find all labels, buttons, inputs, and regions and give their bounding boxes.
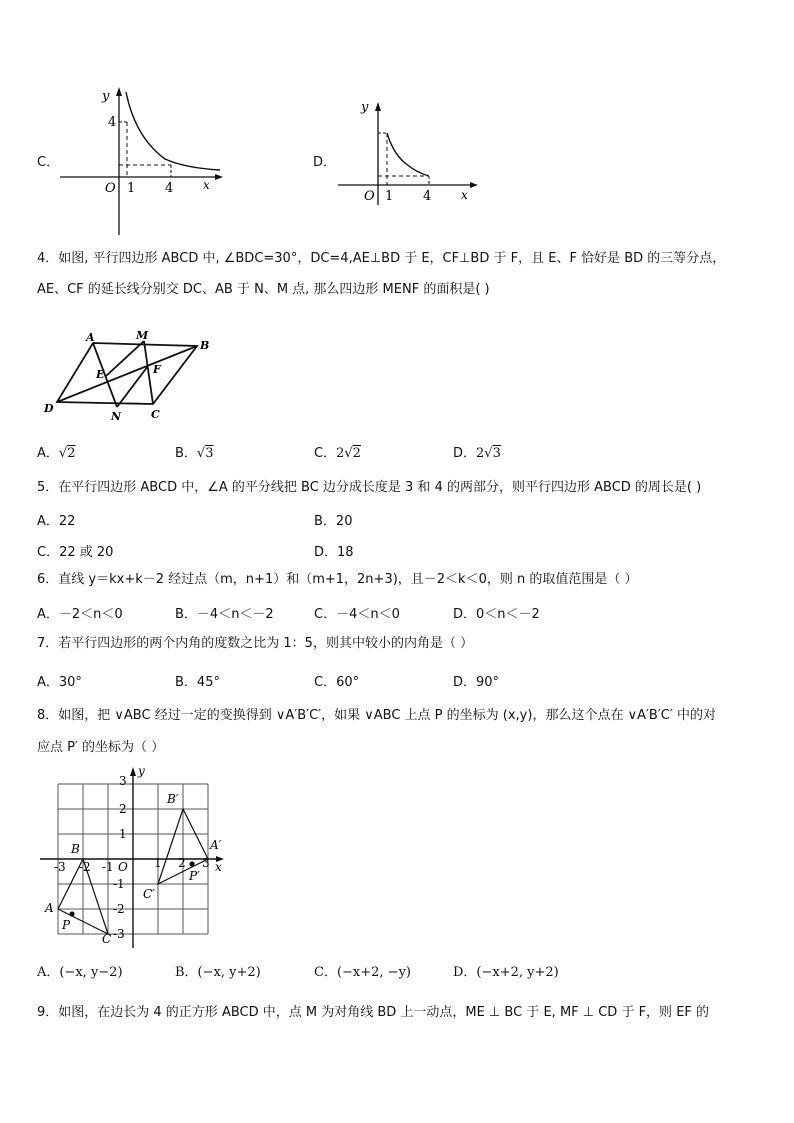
q8-y-axis-label: y: [138, 764, 145, 778]
q7-option-b[interactable]: B．45°: [175, 675, 220, 690]
q8-tick-xm1: -1: [102, 860, 114, 874]
q8-option-c[interactable]: C．(−x+2, −y): [314, 965, 411, 980]
q3d-tick-x1: 1: [385, 189, 394, 204]
q8-tick-x2: 2: [178, 856, 186, 870]
q3-graph-d: [335, 95, 485, 210]
q6-text: 6．直线 y＝kx+k－2 经过点（m，n+1）和（m+1，2n+3)，且－2＜k＜0，则 n 的取值范围是（ ）: [37, 572, 638, 587]
q8-coordinate-grid: [40, 762, 240, 952]
sqrt-icon: √: [196, 446, 206, 461]
q4-label-f: F: [153, 363, 161, 376]
q3d-origin: O: [364, 189, 375, 204]
q3c-tick-x4: 4: [165, 181, 174, 196]
q5-option-d[interactable]: D．18: [314, 545, 354, 560]
q8-label-b-prime: B′: [167, 792, 179, 806]
q3d-x-label: x: [461, 188, 468, 202]
q4-option-b[interactable]: B．√3: [175, 446, 214, 461]
sqrt-icon: √: [58, 446, 68, 461]
q7-text: 7．若平行四边形的两个内角的度数之比为 1：5，则其中较小的内角是（ ）: [37, 636, 474, 651]
q8-label-c: C: [102, 932, 112, 946]
sqrt-icon: √: [484, 446, 493, 461]
q8-tick-y3: 3: [119, 774, 127, 788]
q3d-y-label: y: [361, 100, 369, 115]
q9-text: 9．如图，在边长为 4 的正方形 ABCD 中，点 M 为对角线 BD 上一动点，ME ⊥ BC 于 E, MF ⊥ CD 于 F，则 EF 的: [37, 1005, 710, 1020]
q4-label-b: B: [200, 339, 210, 352]
q3c-tick-y4: 4: [108, 115, 117, 130]
q7-option-d[interactable]: D．90°: [453, 675, 500, 690]
q8-option-a[interactable]: A．(−x, y−2): [37, 965, 123, 980]
q7-option-c[interactable]: C．60°: [314, 675, 360, 690]
q3-option-c-label: C．: [37, 155, 60, 170]
q8-tick-y1: 1: [119, 827, 127, 841]
q4-label-n: N: [111, 410, 122, 423]
q8-option-d[interactable]: D．(−x+2, y+2): [453, 965, 559, 980]
q4-option-a[interactable]: A．√2: [37, 446, 76, 461]
q8-label-a-prime: A′: [210, 838, 222, 852]
q4-text-line1: 4．如图, 平行四边形 ABCD 中, ∠BDC=30°，DC=4,AE⊥BD 于 E，CF⊥BD 于 F，且 E、F 恰好是 BD 的三等分点，: [37, 251, 726, 266]
q6-option-d[interactable]: D．0＜n＜－2: [453, 607, 540, 622]
q4-label-m: M: [136, 329, 149, 342]
q8-origin: O: [118, 860, 128, 874]
q3c-y-label: y: [102, 89, 110, 104]
q8-label-p: P: [62, 918, 71, 932]
q8-tick-y2: 2: [119, 802, 127, 816]
q8-tick-x1: 1: [154, 856, 162, 870]
q3-graph-c: [55, 82, 230, 242]
q8-tick-ym3: -3: [113, 927, 125, 941]
q8-tick-xm2: -2: [79, 860, 91, 874]
q8-label-b: B: [71, 842, 80, 856]
q7-option-a[interactable]: A．30°: [37, 675, 82, 690]
q8-option-b[interactable]: B．(−x, y+2): [175, 965, 261, 980]
q8-label-p-prime: P′: [189, 869, 200, 883]
q3c-tick-x1: 1: [127, 181, 136, 196]
q8-tick-ym2: -2: [113, 902, 125, 916]
q4-label-a: A: [86, 331, 95, 344]
q8-tick-ym1: -1: [113, 877, 125, 891]
q4-label-c: C: [151, 408, 160, 421]
q6-option-a[interactable]: A．－2＜n＜0: [37, 607, 123, 622]
q3c-origin: O: [105, 181, 116, 196]
q8-text-line1: 8．如图，把 ∨ABC 经过一定的变换得到 ∨A′B′C′，如果 ∨ABC 上点 P 的坐标为 (x,y)，那么这个点在 ∨A′B′C′ 中的对: [37, 708, 716, 723]
q8-tick-xm3: -3: [54, 860, 66, 874]
q8-text-line2: 应点 P′ 的坐标为（ ）: [37, 740, 165, 755]
sqrt-icon: √: [344, 446, 353, 461]
q4-parallelogram-figure: [40, 328, 220, 423]
q8-tick-x3: 3: [202, 856, 210, 870]
q5-option-b[interactable]: B．20: [314, 514, 353, 529]
q4-text-line2: AE、CF 的延长线分别交 DC、AB 于 N、M 点, 那么四边形 MENF 的面积是( ): [37, 282, 490, 297]
q4-label-e: E: [96, 368, 105, 381]
q8-label-c-prime: C′: [143, 887, 155, 901]
q4-option-d[interactable]: D．2√3: [453, 446, 501, 461]
q4-option-c[interactable]: C．2√2: [314, 446, 361, 461]
q4-label-d: D: [44, 402, 54, 415]
q3d-tick-x4: 4: [423, 189, 432, 204]
q3-option-d-label: D．: [313, 155, 337, 170]
q3c-x-label: x: [203, 178, 210, 192]
q5-option-a[interactable]: A．22: [37, 514, 76, 529]
q8-x-axis-label: x: [215, 860, 222, 874]
q6-option-c[interactable]: C．－4＜n＜0: [314, 607, 400, 622]
q6-option-b[interactable]: B．－4＜n＜－2: [175, 607, 274, 622]
q5-text: 5．在平行四边形 ABCD 中，∠A 的平分线把 BC 边分成长度是 3 和 4 的两部分，则平行四边形 ABCD 的周长是( ): [37, 480, 702, 495]
q8-label-a: A: [45, 901, 54, 915]
q5-option-c[interactable]: C．22 或 20: [37, 545, 114, 560]
